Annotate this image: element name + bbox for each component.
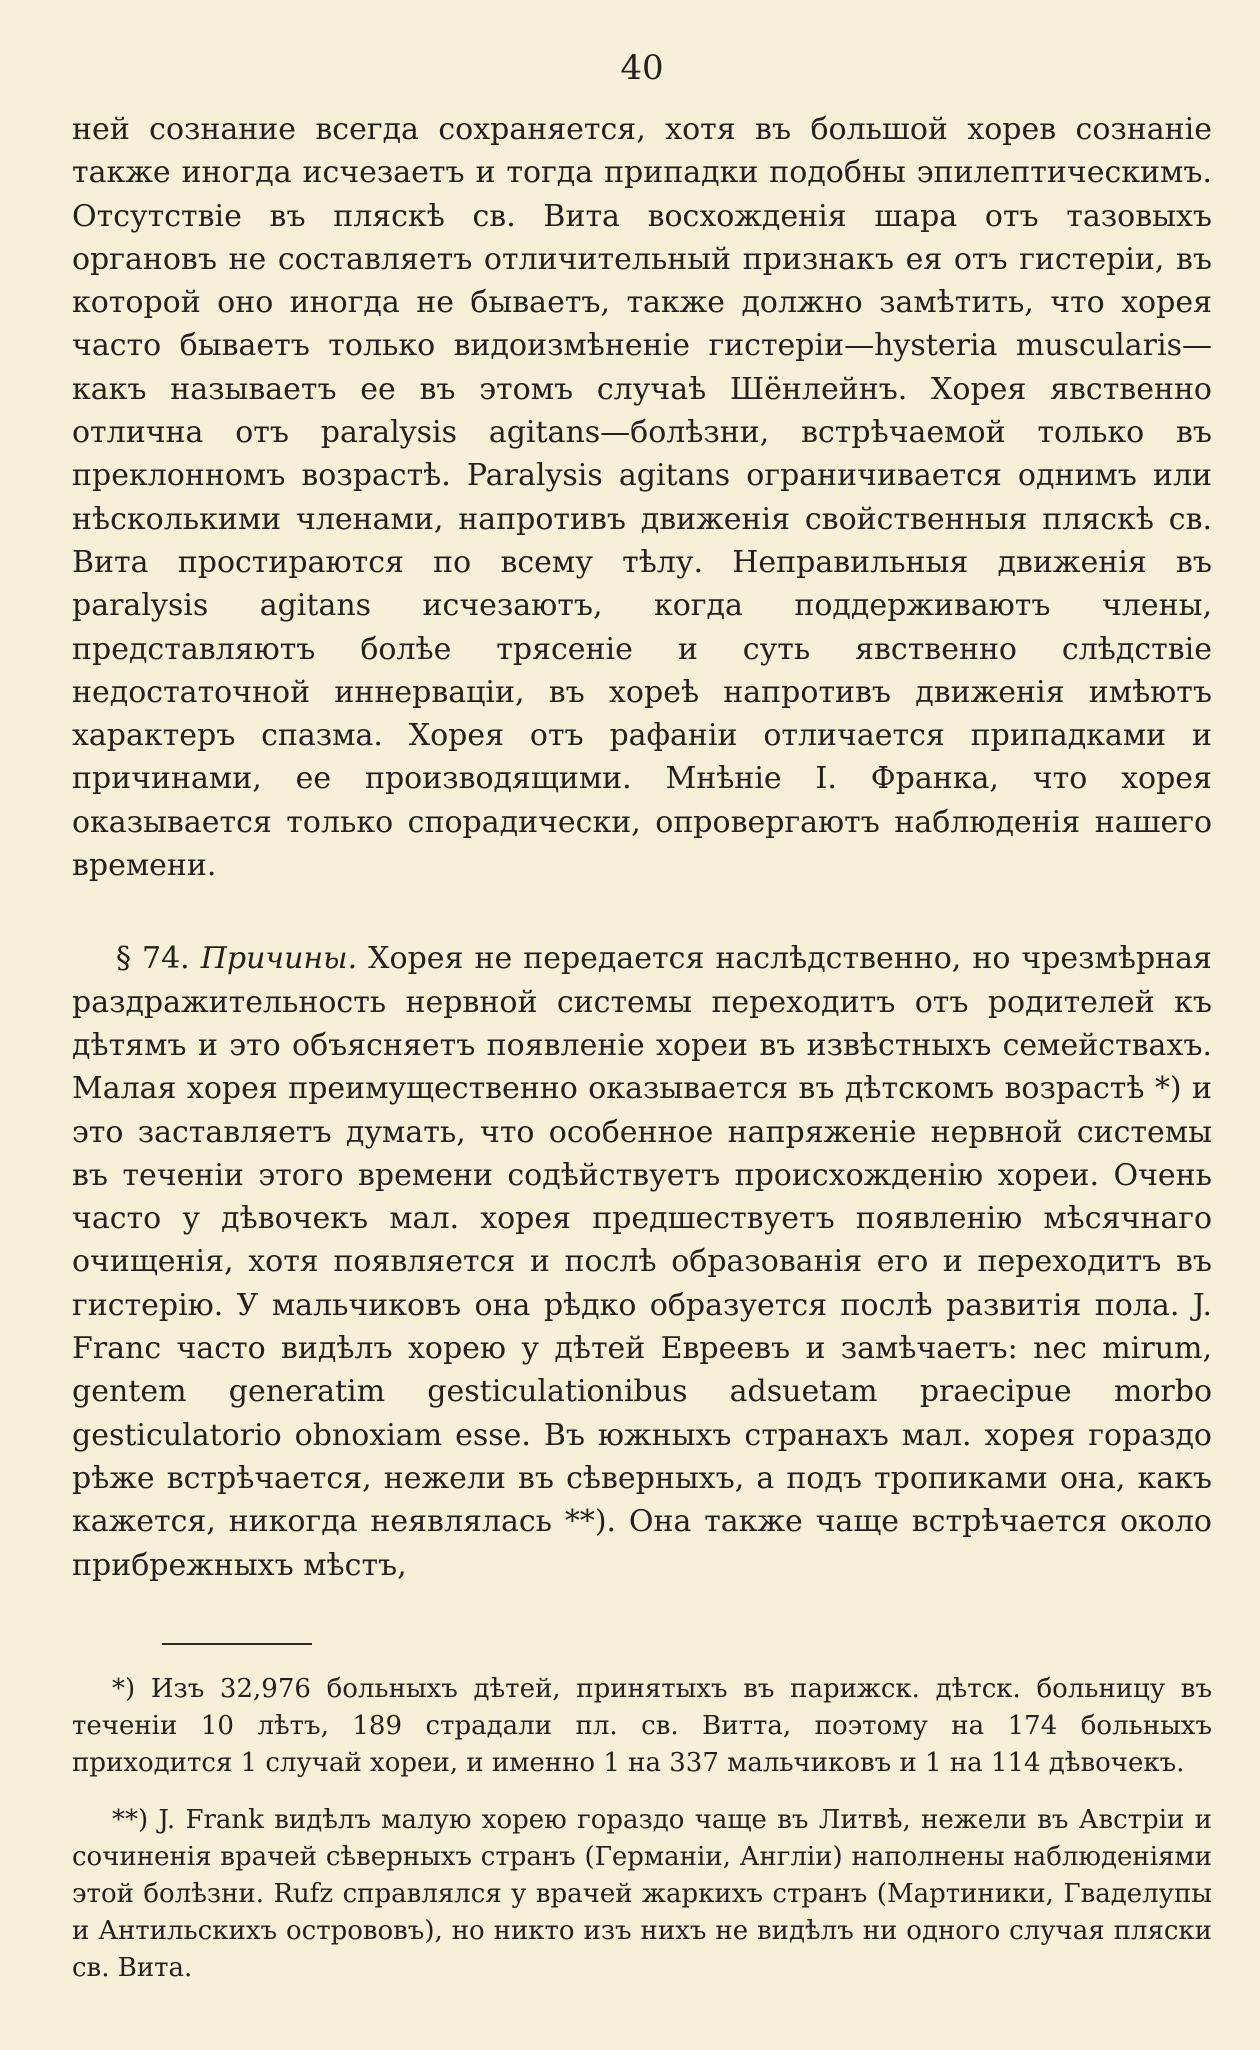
- footnote-1: *) Изъ 32,976 больныхъ дѣтей, принятыхъ въ парижск. дѣтск. больницу въ теченіи 10 лѣтъ, 189 страдали пл. св. Витта, поэтому на 174 больныхъ приходится 1 случай хореи, и именно 1 на 337 мальчиковъ и 1 на 114 дѣвочекъ.: [72, 1673, 1212, 1778]
- footnote-2: **) J. Frank видѣлъ малую хорею гораздо чаще въ Литвѣ, нежели въ Австріи и сочиненія врачей сѣверныхъ странъ (Германіи, Англіи) наполнены наблюденіями этой болѣзни. Rufz справлялся у врачей жаркихъ странъ (Мартиники, Гваделупы и Антильскихъ острововъ), но никто изъ нихъ не видѣлъ ни одного случая пляски св. Вита.: [72, 1804, 1212, 1983]
- footnotes: [72, 1671, 1212, 1987]
- section-text: Хорея не передается наслѣдственно, но чрезмѣрная раздражительность нервной системы переходитъ отъ родителей къ дѣтямъ и это объясняетъ появленіе хореи въ извѣстныхъ семействахъ. Малая хорея преимущественно оказывается въ дѣтскомъ возрастѣ *) и это заставляетъ думать, что особенное напряженіе нервной системы въ теченіи этого времени содѣйствуетъ происхожденію хореи. Очень часто у дѣвочекъ мал. хорея предшествуетъ появленію мѣсячнаго очищенія, хотя появляется и послѣ образованія его и переходитъ въ гистерію. У мальчиковъ она рѣдко образуется послѣ развитія пола. J. Franc часто видѣлъ хорею у дѣтей Евреевъ и замѣчаетъ: nec mirum, gentem generatim gesticulationibus adsuetam praecipue morbo gesticulatorio obnoxiam esse. Въ южныхъ странахъ мал. хорея гораздо рѣже встрѣчается, нежели въ сѣверныхъ, а подъ тропиками она, какъ кажется, никогда неявлялась **). Она также чаще встрѣчается около прибрежныхъ мѣстъ,: [72, 941, 1212, 1583]
- page-number: 40: [620, 48, 664, 88]
- section-number: § 74.: [116, 941, 190, 977]
- paragraph-chorea-differential: ней сознание всегда сохраняется, хотя въ большой хорев сознаніе также иногда исчезаетъ и тогда припадки подобны эпилептическимъ. Отсутствіе въ пляскѣ св. Вита восхожденія шара отъ тазовыхъ органовъ не составляетъ отличительный признакъ ея отъ гистеріи, въ которой оно иногда не бываетъ, также должно замѣтить, что хорея часто бываетъ только видоизмѣненіе гистеріи—hysteria muscularis—какъ называетъ ее въ этомъ случаѣ Шёнлейнъ. Хорея явственно отлична отъ paralysis agitans—болѣзни, встрѣчаемой только въ преклонномъ возрастѣ. Paralysis agitans ограничивается однимъ или нѣсколькими членами, напротивъ движенія свойственныя пляскѣ св. Вита простираются по всему тѣлу. Неправильныя движенія въ paralysis agitans исчезаютъ, когда поддерживаютъ члены, представляютъ болѣе трясеніе и суть явственно слѣдствіе недостаточной иннерваціи, въ хореѣ напротивъ движенія имѣютъ характеръ спазма. Хорея отъ рафаніи отличается припадками и причинами, ее производящими. Мнѣніе I. Франка, что хорея оказывается только спорадически, опровергаютъ наблюденія нашего времени.: [72, 112, 1212, 884]
- main-text: [72, 108, 1212, 1587]
- paragraph-gap: [72, 887, 1212, 937]
- footnote-divider: [162, 1643, 312, 1645]
- section-title: Причины.: [200, 941, 358, 977]
- section-74-paragraph: [72, 937, 1212, 1586]
